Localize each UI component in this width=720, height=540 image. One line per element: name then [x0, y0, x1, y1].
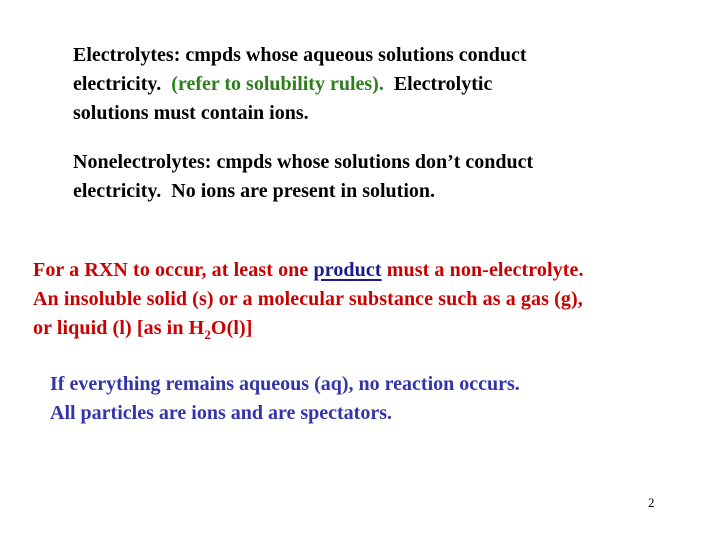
nonelectrolytes-line-1: Nonelectrolytes: cmpds whose solutions don’t conduct — [73, 151, 534, 173]
nonelectrolytes-line-2: electricity. No ions are present in solution. — [73, 180, 436, 202]
reaction-line-1 — [33, 256, 584, 285]
electrolytes-line-1: Electrolytes: cmpds whose aqueous solutions conduct — [73, 44, 527, 66]
water-subscript: 2 — [204, 327, 211, 342]
reaction-line-3-end: O(l)] — [210, 317, 253, 339]
electrolytes-line-2-start: electricity. — [73, 73, 172, 95]
electrolytes-line-3: solutions must contain ions. — [73, 102, 309, 124]
electrolytes-definition — [73, 41, 527, 128]
electrolytes-line-2 — [73, 70, 527, 99]
aqueous-line-2: All particles are ions and are spectators. — [50, 402, 393, 424]
reaction-line-3 — [33, 314, 584, 343]
aqueous-line-1: If everything remains aqueous (aq), no reaction occurs. — [50, 373, 520, 395]
reaction-line-1-start: For a RXN to occur, at least one — [33, 259, 314, 281]
reaction-line-2: An insoluble solid (s) or a molecular substance such as a gas (g), — [33, 288, 583, 310]
solubility-rules-note: (refer to solubility rules). — [171, 73, 384, 95]
reaction-line-3-start: or liquid (l) [as in H — [33, 317, 205, 339]
aqueous-no-reaction — [50, 370, 520, 428]
product-term: product — [313, 259, 382, 281]
nonelectrolytes-definition — [73, 148, 533, 206]
reaction-line-1-end: must a non-electrolyte. — [381, 259, 584, 281]
reaction-condition — [33, 256, 584, 343]
page-number: 2 — [648, 495, 655, 510]
electrolytes-line-2-end: Electrolytic — [383, 73, 493, 95]
